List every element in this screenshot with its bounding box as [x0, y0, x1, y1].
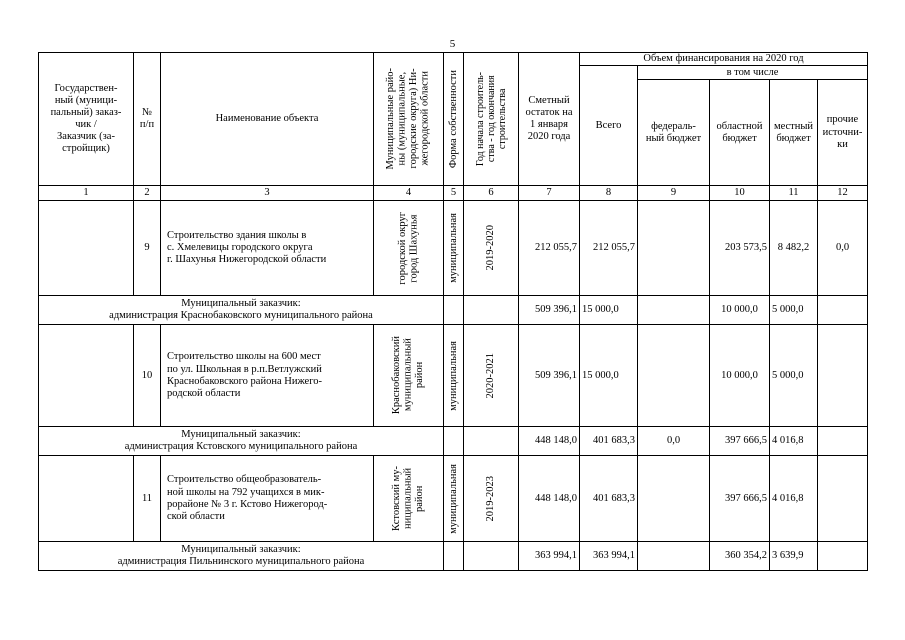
- cell-customer-empty: [39, 201, 134, 296]
- table-row: [39, 456, 868, 542]
- ownership-text: муниципальная: [447, 340, 459, 411]
- ownership-text: муниципальная: [447, 213, 459, 283]
- cell-estimate: 509 396,1: [519, 296, 580, 325]
- page-number: 5: [449, 38, 456, 50]
- cell-empty: [444, 296, 464, 325]
- column-number: 3: [161, 186, 374, 201]
- header-including: в том числе: [638, 66, 868, 80]
- column-number: 8: [580, 186, 638, 201]
- district-text: городской округ город Шахунья: [396, 211, 420, 285]
- cell-other: [818, 542, 868, 571]
- cell-regional: 397 666,5: [710, 456, 770, 542]
- column-number: 5: [444, 186, 464, 201]
- column-number: 4: [374, 186, 444, 201]
- cell-estimate: 448 148,0: [519, 427, 580, 456]
- cell-empty: [464, 296, 519, 325]
- header-financing: Объем финансирования на 2020 год: [580, 53, 868, 66]
- cell-total: 401 683,3: [580, 427, 638, 456]
- cell-local: 4 016,8: [770, 427, 818, 456]
- header-regional: [710, 80, 770, 186]
- column-number: 7: [519, 186, 580, 201]
- cell-ownership: [444, 456, 464, 542]
- header-years-text: Год начала строитель- ства - год окончания строительства: [474, 72, 508, 167]
- header-district: [374, 53, 444, 186]
- cell-years: [464, 456, 519, 542]
- cell-district: [374, 201, 444, 296]
- column-number: 12: [818, 186, 868, 201]
- cell-regional: 203 573,5: [710, 201, 770, 296]
- cell-total: 15 000,0: [580, 325, 638, 427]
- column-number: 2: [134, 186, 161, 201]
- cell-customer-label: [39, 427, 444, 456]
- header-local: [770, 80, 818, 186]
- cell-district: [374, 325, 444, 427]
- district-text: Кстовский му- ниципальный район: [391, 466, 426, 532]
- cell-estimate: 448 148,0: [519, 456, 580, 542]
- cell-total: 212 055,7: [580, 201, 638, 296]
- cell-no: 10: [134, 325, 161, 427]
- cell-empty: [464, 542, 519, 571]
- cell-customer-empty: [39, 456, 134, 542]
- header-total: Всего: [580, 66, 638, 186]
- cell-empty: [444, 542, 464, 571]
- years-text: 2019-2023: [485, 475, 497, 522]
- column-number: 6: [464, 186, 519, 201]
- cell-estimate: 212 055,7: [519, 201, 580, 296]
- customer-row: [39, 542, 868, 571]
- cell-federal: 0,0: [638, 427, 710, 456]
- column-number: 11: [770, 186, 818, 201]
- cell-customer-empty: [39, 325, 134, 427]
- cell-other: [818, 325, 868, 427]
- header-object-name: Наименование объекта: [161, 53, 374, 186]
- table-row: [39, 325, 868, 427]
- customer-label-text: Муниципальный заказчик: администрация Кстовского муниципального района: [124, 429, 358, 453]
- header-local-text: местный бюджет: [773, 120, 814, 144]
- years-text: 2020-2021: [485, 352, 497, 399]
- cell-object-name: [161, 201, 374, 296]
- customer-row: [39, 427, 868, 456]
- ownership-text: муниципальная: [447, 463, 459, 534]
- district-text: Краснобаковский муниципальный район: [391, 336, 426, 415]
- header-district-text: Муниципальные райо- ны (муниципальные, городские округа) Ни- жегородской области: [385, 68, 432, 170]
- cell-local: 5 000,0: [770, 325, 818, 427]
- cell-other: 0,0: [818, 201, 868, 296]
- cell-local: 8 482,2: [770, 201, 818, 296]
- cell-local: 4 016,8: [770, 456, 818, 542]
- cell-other: [818, 427, 868, 456]
- header-federal-text: федераль- ный бюджет: [645, 120, 702, 144]
- cell-total: 15 000,0: [580, 296, 638, 325]
- cell-customer-label: [39, 542, 444, 571]
- cell-federal: [638, 542, 710, 571]
- cell-total: 401 683,3: [580, 456, 638, 542]
- table-row: [39, 201, 868, 296]
- years-text: 2019-2020: [485, 225, 497, 271]
- financing-table: [38, 52, 868, 571]
- cell-years: [464, 325, 519, 427]
- customer-label-text: Муниципальный заказчик: администрация Пильнинского муниципального района: [117, 544, 365, 568]
- cell-empty: [464, 427, 519, 456]
- header-years: [464, 53, 519, 186]
- header-no-text: № п/п: [139, 106, 155, 131]
- cell-regional: 10 000,0: [710, 325, 770, 427]
- object-name-text: Строительство здания школы в с. Хмелевицы городского округа г. Шахунья Нижегородской области: [167, 229, 327, 266]
- header-customer: [39, 53, 134, 186]
- header-estimate-text: Сметный остаток на 1 января 2020 года: [525, 94, 573, 143]
- column-number-row: [39, 186, 868, 201]
- cell-federal: [638, 296, 710, 325]
- cell-total: 363 994,1: [580, 542, 638, 571]
- cell-estimate: 509 396,1: [519, 325, 580, 427]
- header-other-text: прочие источни- ки: [822, 114, 863, 150]
- cell-ownership: [444, 325, 464, 427]
- cell-other: [818, 296, 868, 325]
- cell-customer-label: [39, 296, 444, 325]
- cell-district: [374, 456, 444, 542]
- header-regional-text: областной бюджет: [716, 120, 763, 144]
- cell-estimate: 363 994,1: [519, 542, 580, 571]
- header-federal: [638, 80, 710, 186]
- header-other: [818, 80, 868, 186]
- header-estimate: [519, 53, 580, 186]
- cell-local: 5 000,0: [770, 296, 818, 325]
- column-number: 10: [710, 186, 770, 201]
- cell-other: [818, 456, 868, 542]
- header-no: [134, 53, 161, 186]
- cell-object-name: [161, 456, 374, 542]
- cell-object-name: [161, 325, 374, 427]
- cell-no: 9: [134, 201, 161, 296]
- customer-row: [39, 296, 868, 325]
- cell-local: 3 639,9: [770, 542, 818, 571]
- cell-federal: [638, 456, 710, 542]
- cell-years: [464, 201, 519, 296]
- cell-ownership: [444, 201, 464, 296]
- cell-empty: [444, 427, 464, 456]
- header-customer-text: Государствен- ный (муници- пальный) заказ- чик / Заказчик (за- стройщик): [50, 82, 122, 155]
- cell-federal: [638, 325, 710, 427]
- object-name-text: Строительство школы на 600 мест по ул. Школьная в р.п.Ветлужский Краснобаковского района Нижего- родской области: [167, 351, 323, 399]
- cell-federal: [638, 201, 710, 296]
- cell-regional: 10 000,0: [710, 296, 770, 325]
- header-ownership-text: Форма собственности: [447, 69, 459, 169]
- cell-regional: 397 666,5: [710, 427, 770, 456]
- column-number: 1: [39, 186, 134, 201]
- cell-no: 11: [134, 456, 161, 542]
- header-ownership: [444, 53, 464, 186]
- cell-regional: 360 354,2: [710, 542, 770, 571]
- column-number: 9: [638, 186, 710, 201]
- object-name-text: Строительство общеобразователь- ной школы на 792 учащихся в мик- рорайоне № 3 г. Кстово Нижегород- ской области: [167, 474, 328, 522]
- customer-label-text: Муниципальный заказчик: администрация Краснобаковского муниципального района: [109, 298, 373, 322]
